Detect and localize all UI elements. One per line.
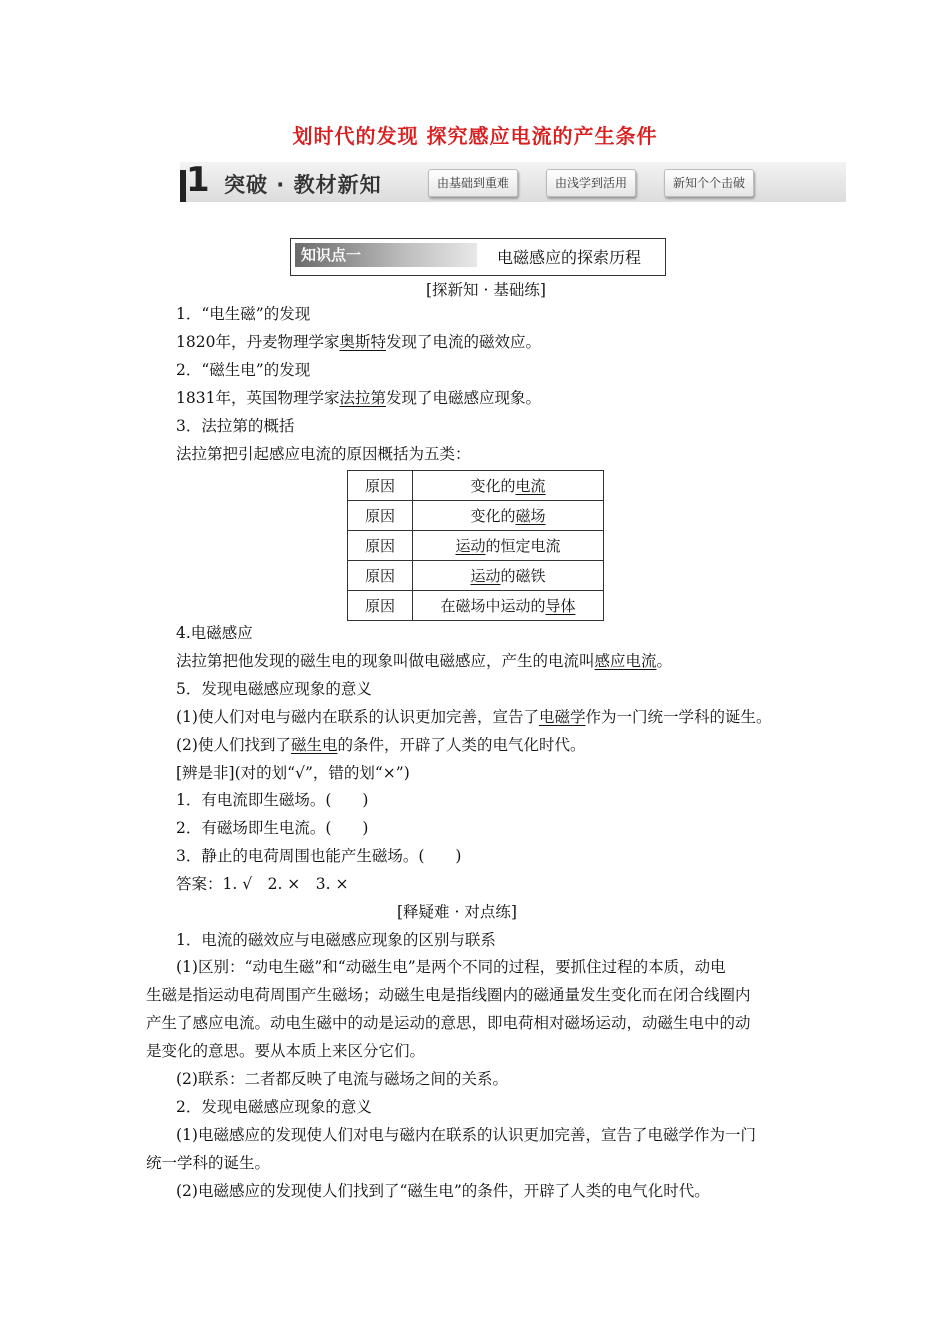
judge-item: 1．有电流即生磁场。( ) — [176, 791, 369, 809]
section-title: 突破 · 教材新知 — [224, 173, 382, 197]
s5-p2: (2)使人们找到了磁生电的条件，开辟了人类的电气化时代。 — [176, 736, 586, 754]
s5-heading: 5．发现电磁感应现象的意义 — [176, 680, 372, 698]
answer-magnetism-to-electricity: 磁生电 — [290, 736, 338, 754]
s4-text: 法拉第把他发现的磁生电的现象叫做电磁感应，产生的电流叫感应电流。 — [176, 652, 673, 670]
explain-p1-line: 是变化的意思。要从本质上来区分它们。 — [146, 1042, 426, 1060]
table-row — [348, 501, 604, 531]
s3-heading: 3．法拉第的概括 — [176, 417, 295, 435]
table-cell: 原因 — [348, 561, 413, 591]
s1-text: 1820年，丹麦物理学家奥斯特发现了电流的磁效应。 — [176, 333, 541, 351]
judge-item: 2．有磁场即生电流。( ) — [176, 819, 369, 837]
table-cell: 原因 — [348, 471, 413, 501]
table-cell: 在磁场中运动的导体 — [413, 591, 604, 621]
table-row — [348, 531, 604, 561]
section-banner — [180, 162, 846, 202]
tag-master-new-knowledge: 新知个个击破 — [664, 169, 754, 197]
explain-p1-line: (1)区别：“动电生磁”和“动磁生电”是两个不同的过程，要抓住过程的本质，动电 — [176, 958, 726, 976]
practice-header-difficult: [释疑难 · 对点练] — [397, 903, 517, 921]
tag-basic-to-hard: 由基础到重难 — [428, 169, 518, 197]
explain-p1-line: 产生了感应电流。动电生磁中的动是运动的意思，即电荷相对磁场运动，动磁生电中的动 — [146, 1014, 751, 1032]
explain-p2: (2)联系：二者都反映了电流与磁场之间的关系。 — [176, 1070, 508, 1088]
table-row — [348, 591, 604, 621]
explain-p1-line: 生磁是指运动电荷周围产生磁场；动磁生电是指线圈内的磁通量发生变化而在闭合线圈内 — [146, 986, 751, 1004]
explain-h1: 1．电流的磁效应与电磁感应现象的区别与联系 — [176, 931, 496, 949]
judge-heading: [辨是非](对的划“√”，错的划“×”) — [176, 764, 410, 782]
s5-p1: (1)使人们对电与磁内在联系的认识更加完善，宣告了电磁学作为一门统一学科的诞生。 — [176, 708, 772, 726]
table-cell: 变化的磁场 — [413, 501, 604, 531]
answer-faraday: 法拉第 — [339, 389, 386, 407]
answer-induced-current: 感应电流 — [594, 652, 657, 670]
table-cell: 运动的恒定电流 — [413, 531, 604, 561]
causes-table — [347, 470, 604, 621]
explain-p4: (2)电磁感应的发现使人们找到了“磁生电”的条件，开辟了人类的电气化时代。 — [176, 1182, 710, 1200]
table-row — [348, 561, 604, 591]
section-number-block — [180, 162, 214, 202]
table-row — [348, 471, 604, 501]
answer-electromagnetism: 电磁学 — [538, 708, 586, 726]
explain-h2: 2．发现电磁感应现象的意义 — [176, 1098, 372, 1116]
knowledge-point-topic: 电磁感应的探索历程 — [497, 248, 642, 267]
table-cell: 运动的磁铁 — [413, 561, 604, 591]
section-number: 1 — [186, 160, 210, 200]
s1-heading: 1．“电生磁”的发现 — [176, 305, 311, 323]
judge-answer: 答案：1. √ 2. × 3. × — [176, 875, 349, 893]
judge-item: 3．静止的电荷周围也能产生磁场。( ) — [176, 847, 462, 865]
tag-learn-to-apply: 由浅学到活用 — [546, 169, 636, 197]
s2-text: 1831年，英国物理学家法拉第发现了电磁感应现象。 — [176, 389, 541, 407]
table-cell: 原因 — [348, 591, 413, 621]
knowledge-point-label: 知识点一 — [295, 243, 477, 267]
explain-p3-line: 统一学科的诞生。 — [146, 1154, 271, 1172]
table-cell: 原因 — [348, 531, 413, 561]
s3-text: 法拉第把引起感应电流的原因概括为五类： — [176, 445, 471, 463]
table-cell: 原因 — [348, 501, 413, 531]
s2-heading: 2．“磁生电”的发现 — [176, 361, 311, 379]
explain-p3-line: (1)电磁感应的发现使人们对电与磁内在联系的认识更加完善，宣告了电磁学作为一门 — [176, 1126, 756, 1144]
practice-header-basic: [探新知 · 基础练] — [426, 281, 546, 299]
table-cell: 变化的电流 — [413, 471, 604, 501]
knowledge-point-box — [290, 238, 666, 276]
answer-oersted: 奥斯特 — [339, 333, 386, 351]
page-title: 划时代的发现 探究感应电流的产生条件 — [292, 124, 658, 148]
s4-heading: 4.电磁感应 — [176, 624, 253, 642]
